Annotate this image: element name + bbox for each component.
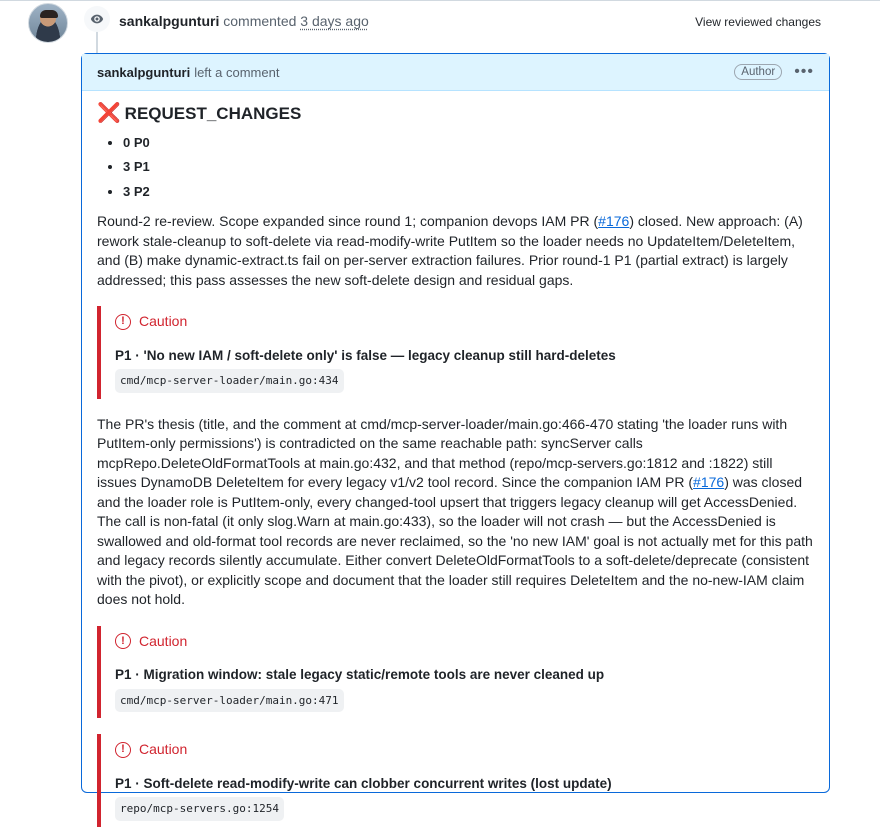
stop-icon: !	[115, 742, 131, 758]
stop-icon: !	[115, 633, 131, 649]
detail-paragraph	[97, 415, 814, 610]
intro-text-2: ) closed. New approach: (A) rework stale-cleanup to soft-delete via read-modify-write PutItem so the loader needs no UpdateItem/DeleteItem, and (B) make dynamic-extract.ts fail on per-server extraction failures. Prior round-1 P1 (partial extract) is largely addressed; this pass assesses the new soft-delete design and residual gaps.	[97, 213, 803, 288]
count-p2: • 3 P2	[123, 182, 814, 202]
kebab-menu-icon[interactable]: •••	[794, 63, 814, 80]
caution-block	[97, 626, 814, 719]
finding-path: cmd/mcp-server-loader/main.go:434	[115, 369, 344, 393]
stop-icon: !	[115, 314, 131, 330]
count-p0: • 0 P0	[123, 133, 814, 153]
caution-block	[97, 734, 814, 827]
caution-block	[97, 306, 814, 399]
intro-text-1: Round-2 re-review. Scope expanded since round 1; companion devops IAM PR (	[97, 213, 599, 229]
finding-path: cmd/mcp-server-loader/main.go:471	[115, 689, 344, 713]
review-status-heading	[97, 104, 814, 124]
caution-heading	[115, 632, 814, 652]
review-author[interactable]: sankalpgunturi	[97, 64, 191, 80]
top-divider	[0, 0, 880, 1]
caution-label: Caution	[139, 313, 188, 329]
finding-path: repo/mcp-servers.go:1254	[115, 797, 284, 821]
finding-title: P1 · Migration window: stale legacy static/remote tools are never cleaned up	[115, 667, 605, 682]
event-line	[119, 13, 369, 29]
caution-label: Caution	[139, 632, 188, 649]
review-body	[82, 91, 829, 827]
avatar[interactable]	[28, 3, 68, 43]
count-p1: • 3 P1	[123, 157, 814, 177]
caution-label: Caution	[139, 741, 188, 757]
author-badge: Author	[734, 64, 782, 80]
eye-icon	[84, 6, 110, 32]
review-comment-box	[81, 53, 830, 815]
detail-text-1: The PR's thesis (title, and the comment at cmd/mcp-server-loader/main.go:466-470 stating 'the loader runs with PutItem-only permissions') is contradicted on the same reachable path: syncServer calls mcpRepo.DeleteOldFormatTools at main.go:432, and that method (repo/mcp-servers.go:1812 and :1822) still issues DynamoDB DeleteItem for every legacy v1/v2 tool record. Since the companion IAM PR (	[97, 415, 788, 490]
pr-176-link[interactable]: #176	[693, 474, 725, 490]
finding-title: P1 · Soft-delete read-modify-write can clobber concurrent writes (lost update)	[115, 775, 612, 791]
severity-counts	[97, 133, 814, 202]
caution-heading	[115, 740, 814, 760]
event-timestamp[interactable]: 3 days ago	[300, 13, 369, 29]
finding-title: P1 · 'No new IAM / soft-delete only' is false — legacy cleanup still hard-deletes	[115, 347, 616, 363]
cross-mark-icon: ❌	[97, 103, 121, 125]
review-status: REQUEST_CHANGES	[124, 104, 302, 123]
caution-heading	[115, 312, 814, 332]
review-header	[82, 54, 829, 91]
event-username[interactable]: sankalpgunturi	[119, 13, 220, 29]
view-reviewed-changes-link[interactable]: View reviewed changes	[695, 15, 821, 29]
event-action: commented	[223, 13, 297, 29]
intro-paragraph	[97, 212, 814, 290]
review-action: left a comment	[194, 64, 280, 80]
detail-text-2: ) was closed and the loader role is PutItem-only, every changed-tool upsert that triggers legacy cleanup will get AccessDenied. The call is non-fatal (it only slog.Warn at main.go:433), so the loader will not crash — but the AccessDenied is swallowed and old-format tool records are never reclaimed, so the 'no new IAM' goal is not actually met for this path and legacy records silently accumulate. Either convert DeleteOldFormatTools to a soft-delete/deprecate (consistent with the pivot), or explicitly scope and document that the loader still requires DeleteItem and the no-new-IAM claim does not hold.	[97, 474, 813, 607]
pr-176-link[interactable]: #176	[598, 213, 630, 229]
